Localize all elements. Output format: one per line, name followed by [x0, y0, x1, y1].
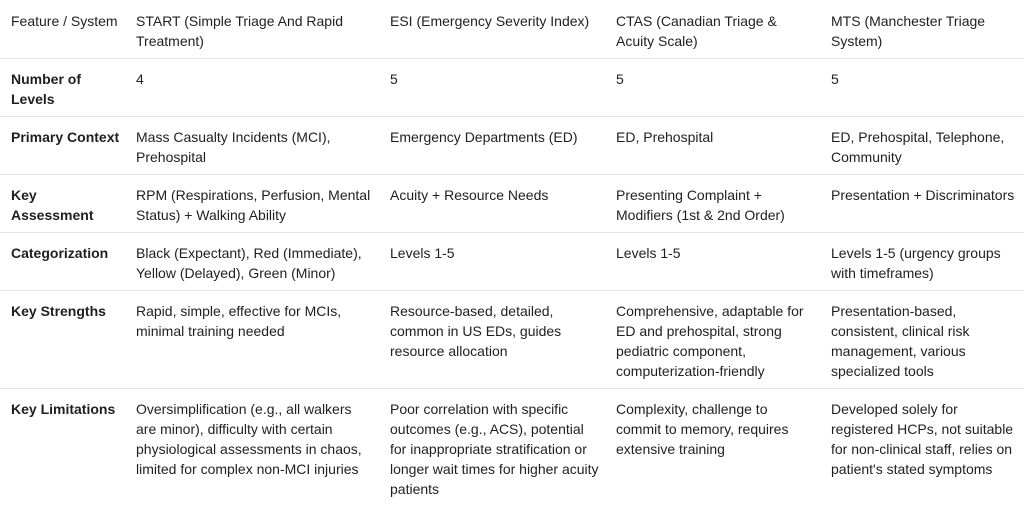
header-feature: Feature / System [0, 1, 125, 59]
table-cell: Oversimplification (e.g., all walkers are minor), difficulty with certain physiological assessments in chaos, limited for complex non-MCI injuries [125, 389, 379, 506]
table-cell: 5 [605, 59, 820, 117]
table-cell: Presentation + Discriminators [820, 175, 1024, 233]
header-mts: MTS (Manchester Triage System) [820, 1, 1024, 59]
table-row [0, 117, 1024, 175]
table-cell: ED, Prehospital, Telephone, Community [820, 117, 1024, 175]
row-label: Key Limitations [0, 389, 125, 506]
table-cell: Complexity, challenge to commit to memory, requires extensive training [605, 389, 820, 506]
triage-comparison-table [0, 1, 1024, 506]
table-cell: Rapid, simple, effective for MCIs, minimal training needed [125, 291, 379, 389]
row-label: Number of Levels [0, 59, 125, 117]
table-cell: Levels 1-5 (urgency groups with timeframes) [820, 233, 1024, 291]
table-cell: Emergency Departments (ED) [379, 117, 605, 175]
table-cell: Presenting Complaint + Modifiers (1st & 2nd Order) [605, 175, 820, 233]
table-cell: Black (Expectant), Red (Immediate), Yellow (Delayed), Green (Minor) [125, 233, 379, 291]
table-row [0, 233, 1024, 291]
table-cell: 5 [379, 59, 605, 117]
table-cell: RPM (Respirations, Perfusion, Mental Status) + Walking Ability [125, 175, 379, 233]
table-row [0, 291, 1024, 389]
table-cell: Poor correlation with specific outcomes (e.g., ACS), potential for inappropriate stratification or longer wait times for higher acuity patients [379, 389, 605, 506]
table-header-row [0, 1, 1024, 59]
row-label: Key Assessment [0, 175, 125, 233]
header-esi: ESI (Emergency Severity Index) [379, 1, 605, 59]
table-cell: Mass Casualty Incidents (MCI), Prehospital [125, 117, 379, 175]
header-ctas: CTAS (Canadian Triage & Acuity Scale) [605, 1, 820, 59]
table-cell: 5 [820, 59, 1024, 117]
table-row [0, 175, 1024, 233]
table-row [0, 59, 1024, 117]
table-cell: Acuity + Resource Needs [379, 175, 605, 233]
table-cell: ED, Prehospital [605, 117, 820, 175]
table-cell: Levels 1-5 [605, 233, 820, 291]
table-cell: 4 [125, 59, 379, 117]
row-label: Categorization [0, 233, 125, 291]
row-label: Key Strengths [0, 291, 125, 389]
table-row [0, 389, 1024, 506]
header-start: START (Simple Triage And Rapid Treatment) [125, 1, 379, 59]
table-cell: Resource-based, detailed, common in US EDs, guides resource allocation [379, 291, 605, 389]
table-cell: Levels 1-5 [379, 233, 605, 291]
row-label: Primary Context [0, 117, 125, 175]
table-cell: Presentation-based, consistent, clinical risk management, various specialized tools [820, 291, 1024, 389]
table-cell: Comprehensive, adaptable for ED and prehospital, strong pediatric component, computerization-friendly [605, 291, 820, 389]
table-cell: Developed solely for registered HCPs, not suitable for non-clinical staff, relies on patient's stated symptoms [820, 389, 1024, 506]
